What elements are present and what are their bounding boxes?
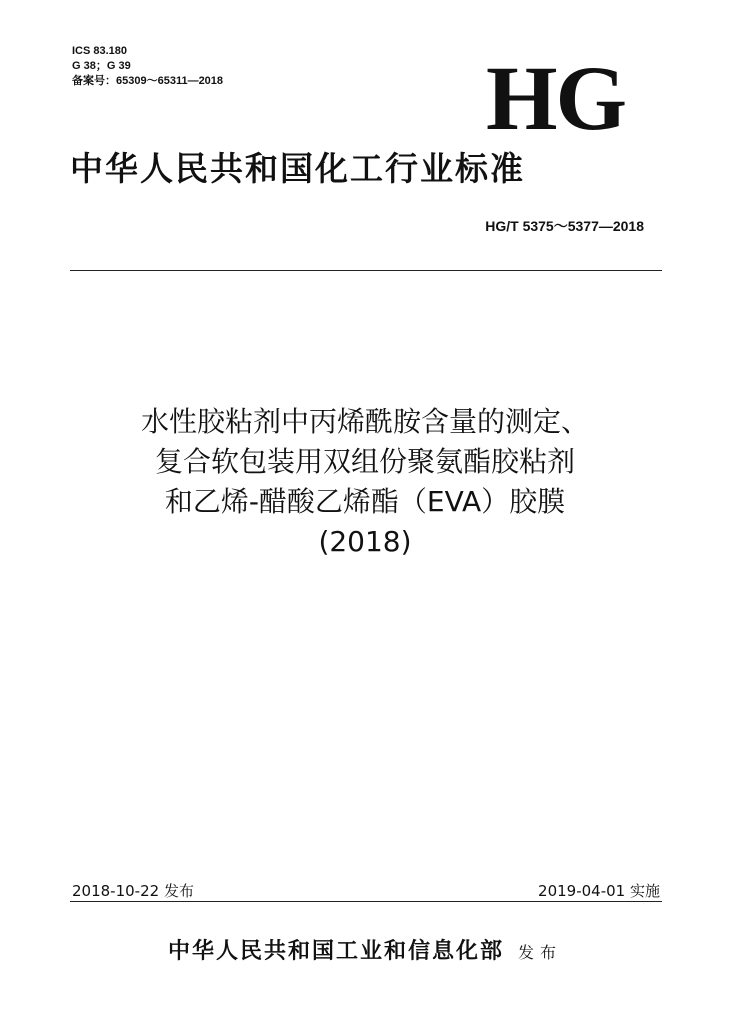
ccs-code: G 38；G 39 [72, 60, 131, 72]
ics-code: ICS 83.180 [72, 45, 128, 57]
issue-date: 2018-10-22 发布 [72, 882, 194, 900]
standard-number: HG/T 5375～5377—2018 [485, 218, 644, 234]
publisher-suffix: 发布 [518, 943, 563, 962]
publisher-name: 中华人民共和国工业和信息化部 [167, 939, 504, 964]
hg-logo: HG [486, 47, 626, 149]
record-number: 备案号：65309～65311—2018 [72, 75, 224, 87]
standard-type-title: 中华人民共和国化工行业标准 [70, 149, 525, 188]
title-line: 水性胶粘剂中丙烯酰胺含量的测定、 [140, 405, 589, 438]
title-year: (2018) [318, 525, 412, 558]
top-divider [70, 270, 662, 271]
classification-block [72, 44, 223, 89]
implement-date: 2019-04-01 实施 [538, 882, 660, 900]
document-title [40, 402, 690, 562]
publisher-line [0, 934, 730, 965]
bottom-divider [70, 901, 662, 902]
title-line: 和乙烯-醋酸乙烯酯（EVA）胶膜 [164, 485, 566, 518]
title-line: 复合软包装用双组份聚氨酯胶粘剂 [154, 445, 575, 478]
